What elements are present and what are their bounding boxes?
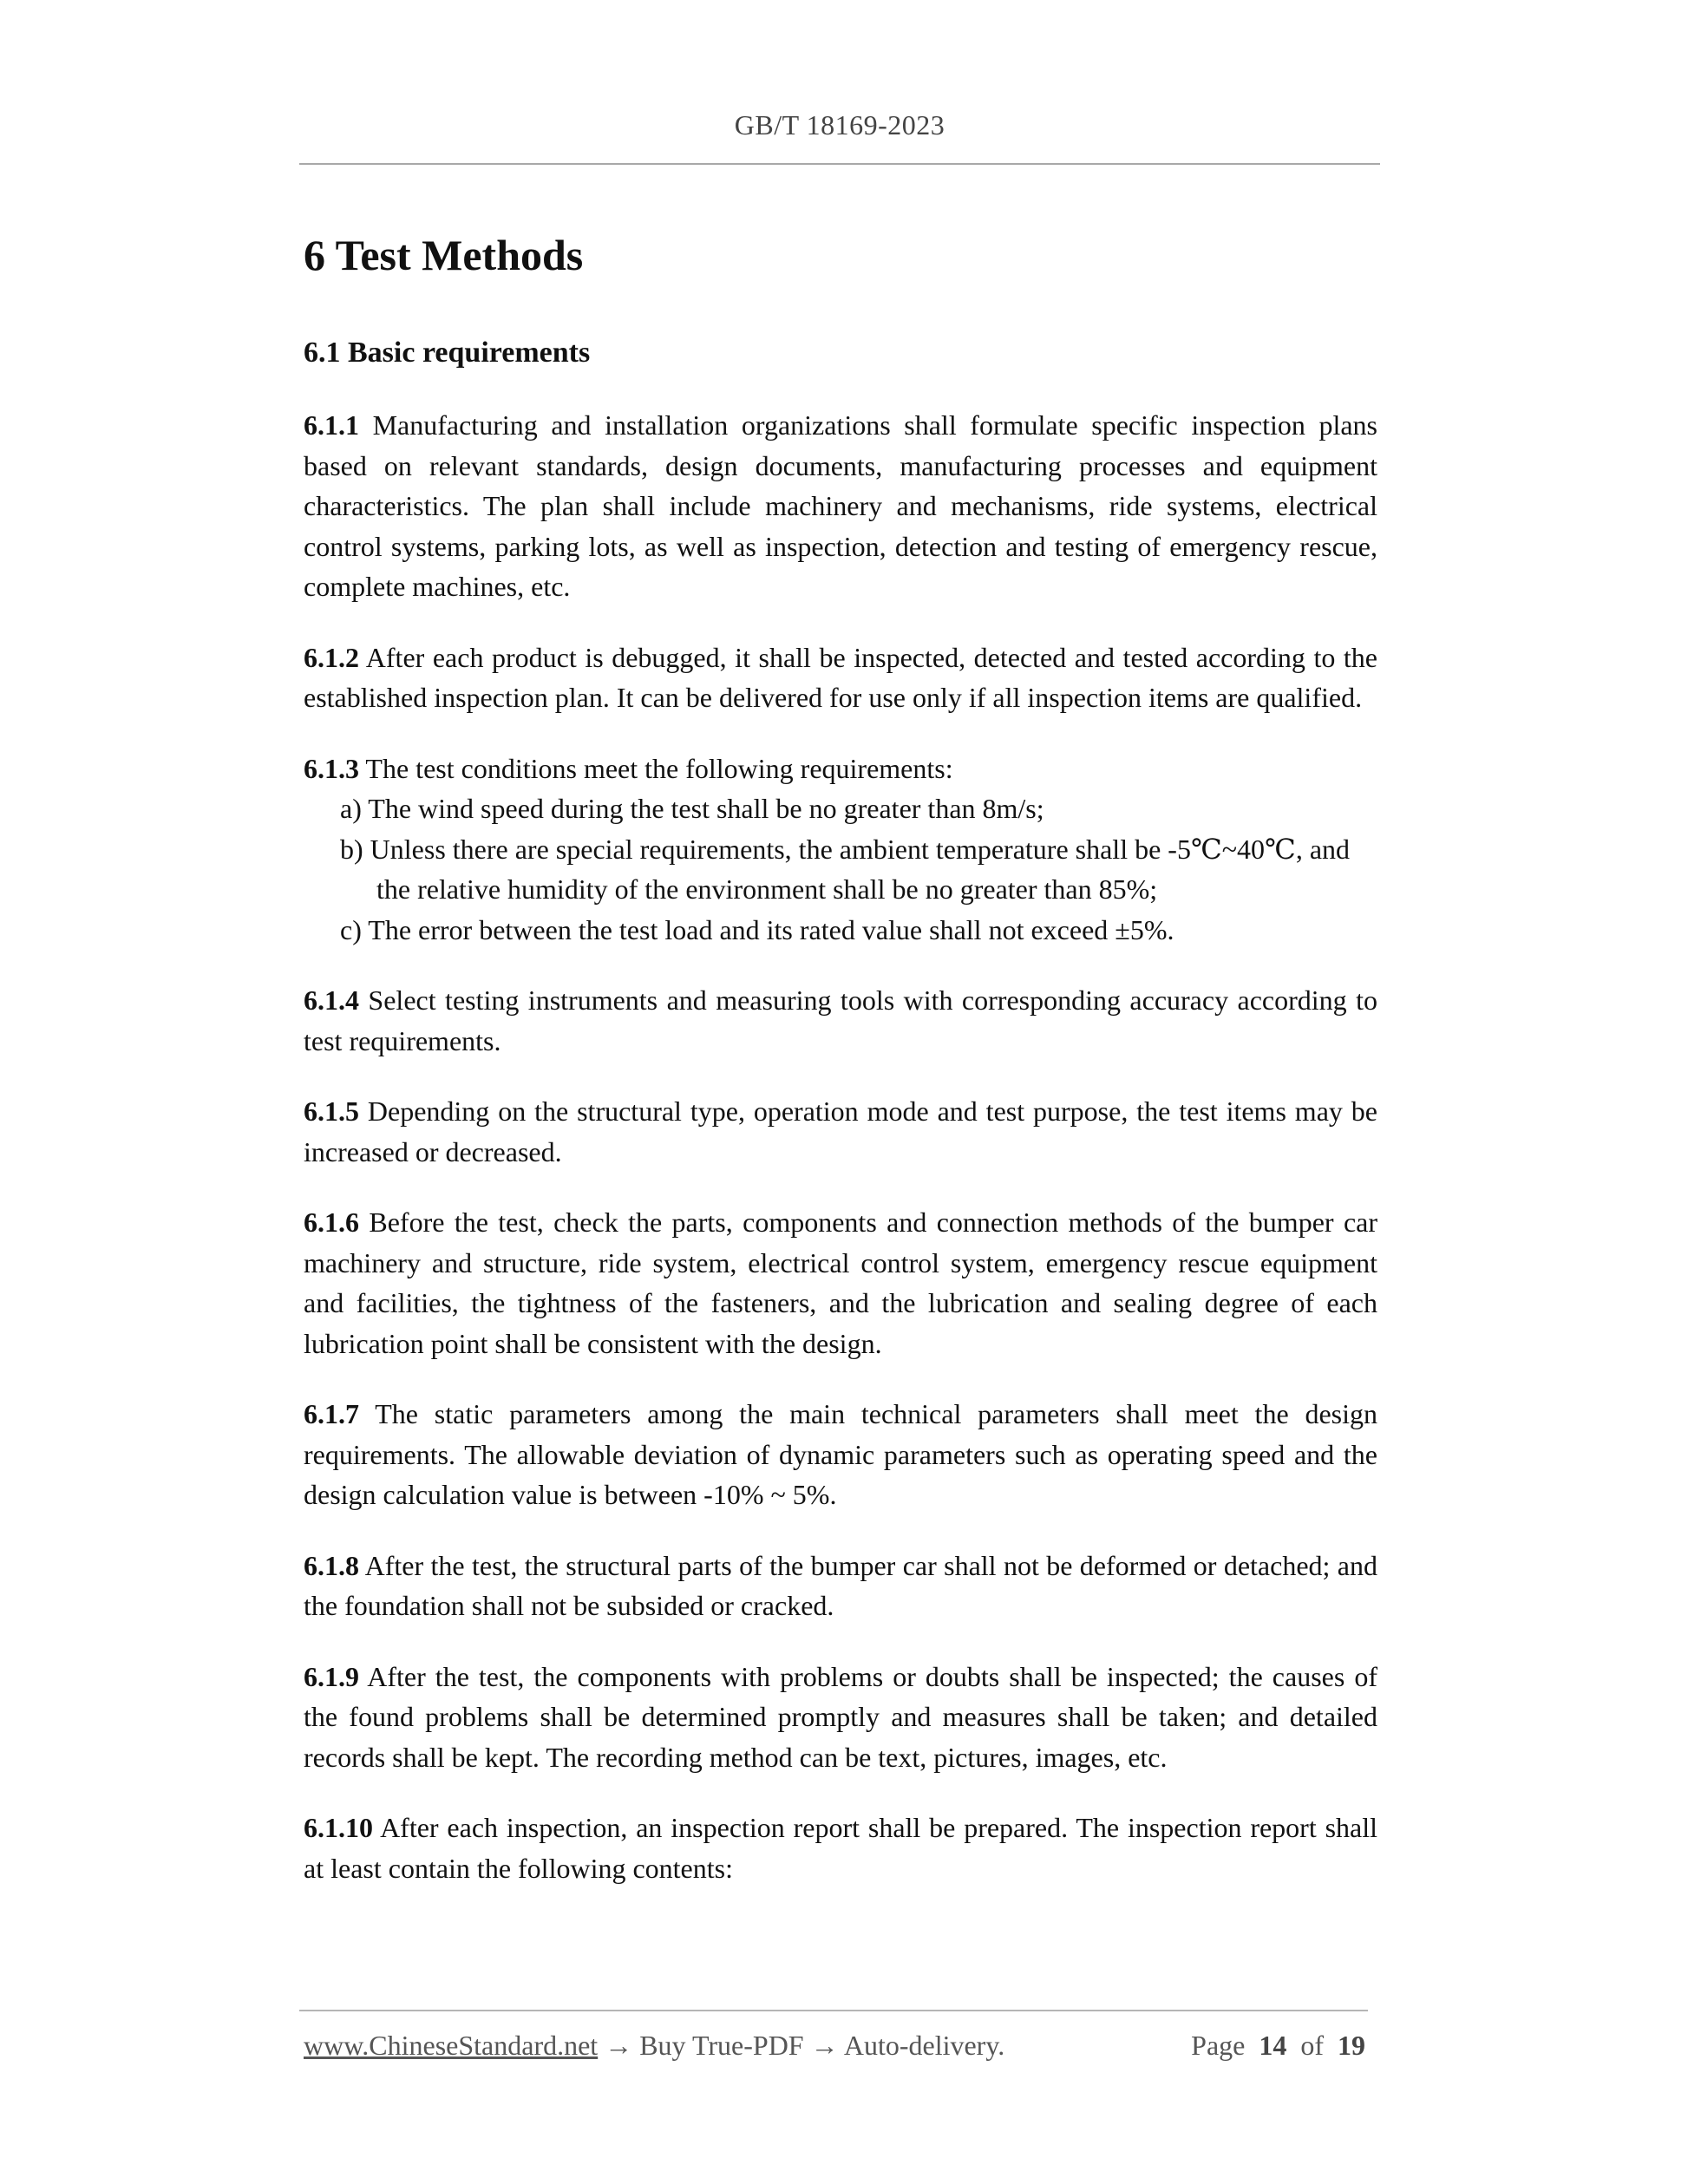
list-item-text: a) The wind speed during the test shall be no greater than 8m/s; [340, 793, 1044, 824]
page-label: Page [1191, 2030, 1246, 2061]
clause-6-1-10 [304, 1808, 1377, 1888]
clause-text: The static parameters among the main technical parameters shall meet the design requirements. The allowable deviation of dynamic parameters such as operating speed and the design calculation value is between -10% ~ 5%. [304, 1398, 1377, 1510]
clause-number: 6.1.4 [304, 984, 359, 1016]
footer-left [304, 2030, 1004, 2062]
footer-promo-text: → Buy True-PDF → Auto-delivery. [598, 2030, 1005, 2061]
clause-text: After each inspection, an inspection report shall be prepared. The inspection report shall at least contain the following contents: [304, 1812, 1377, 1884]
clause-text: Depending on the structural type, operation mode and test purpose, the test items may be increased or decreased. [304, 1095, 1377, 1167]
clause-number: 6.1.7 [304, 1398, 359, 1429]
clause-text: Select testing instruments and measuring tools with corresponding accuracy according to test requirements. [304, 984, 1377, 1056]
header-divider [299, 163, 1380, 165]
clause-number: 6.1.2 [304, 641, 359, 673]
clause-number: 6.1.1 [304, 409, 359, 441]
subsection-title: 6.1 Basic requirements [304, 337, 591, 369]
page-total: 19 [1338, 2030, 1365, 2061]
footer-divider [299, 2010, 1368, 2011]
page-current: 14 [1259, 2030, 1287, 2061]
list-item-text: c) The error between the test load and its rated value shall not exceed ±5%. [340, 913, 1174, 945]
clause-6-1-3 [304, 749, 1377, 789]
clause-text: After the test, the components with problems or doubts shall be inspected; the causes of the found problems shall be determined promptly and measures shall be taken; and detailed records shall be kept. The recording method can be text, pictures, images, etc. [304, 1660, 1377, 1773]
list-item-text: b) Unless there are special requirements, the ambient temperature shall be -5℃~40℃, and [340, 833, 1351, 865]
of-label: of [1300, 2030, 1324, 2061]
website-link[interactable]: www.ChineseStandard.net [304, 2030, 599, 2061]
clause-6-1-5 [304, 1091, 1377, 1172]
clause-number: 6.1.9 [304, 1660, 359, 1692]
clause-text: Manufacturing and installation organizations shall formulate specific inspection plans based on relevant standards, design documents, manufacturing processes and equipment characteristics. The plan shall include machinery and mechanisms, ride systems, electrical control systems, parking lots, as well as inspection, detection and testing of emergency rescue, complete machines, etc. [304, 409, 1377, 602]
list-item-a [304, 788, 1377, 829]
clause-6-1-9 [304, 1657, 1377, 1778]
list-item-b [304, 829, 1377, 910]
page-header-doc-code: GB/T 18169-2023 [734, 109, 945, 141]
clause-6-1-6 [304, 1202, 1377, 1363]
clause-number: 6.1.8 [304, 1549, 359, 1581]
clause-text: The test conditions meet the following requirements: [359, 752, 953, 784]
clause-number: 6.1.6 [304, 1206, 359, 1238]
clause-number: 6.1.5 [304, 1095, 359, 1127]
list-item-text-continued: the relative humidity of the environment shall be no greater than 85%; [376, 873, 1158, 905]
clause-text: After each product is debugged, it shall be inspected, detected and tested according to the established inspection plan. It can be delivered for use only if all inspection items are qualified. [304, 641, 1377, 713]
clause-text: Before the test, check the parts, components and connection methods of the bumper car machinery and structure, ride system, electrical control system, emergency rescue equipment and facilities, the tightness of the fasteners, and the lubrication and sealing degree of each lubrication point shall be consistent with the design. [304, 1206, 1377, 1359]
clause-text: After the test, the structural parts of the bumper car shall not be deformed or detached; and the foundation shall not be subsided or cracked. [304, 1549, 1377, 1621]
section-title: 6 Test Methods [304, 231, 584, 279]
list-item-c [304, 910, 1377, 951]
clause-6-1-4 [304, 980, 1377, 1061]
clause-6-1-2 [304, 638, 1377, 718]
clause-6-1-1 [304, 405, 1377, 607]
clause-6-1-7 [304, 1394, 1377, 1515]
page-footer [304, 2030, 1371, 2073]
clause-number: 6.1.10 [304, 1812, 373, 1843]
clause-number: 6.1.3 [304, 752, 359, 784]
page-content [304, 224, 1377, 1888]
clause-6-1-8 [304, 1546, 1377, 1626]
page-number [1191, 2030, 1365, 2062]
